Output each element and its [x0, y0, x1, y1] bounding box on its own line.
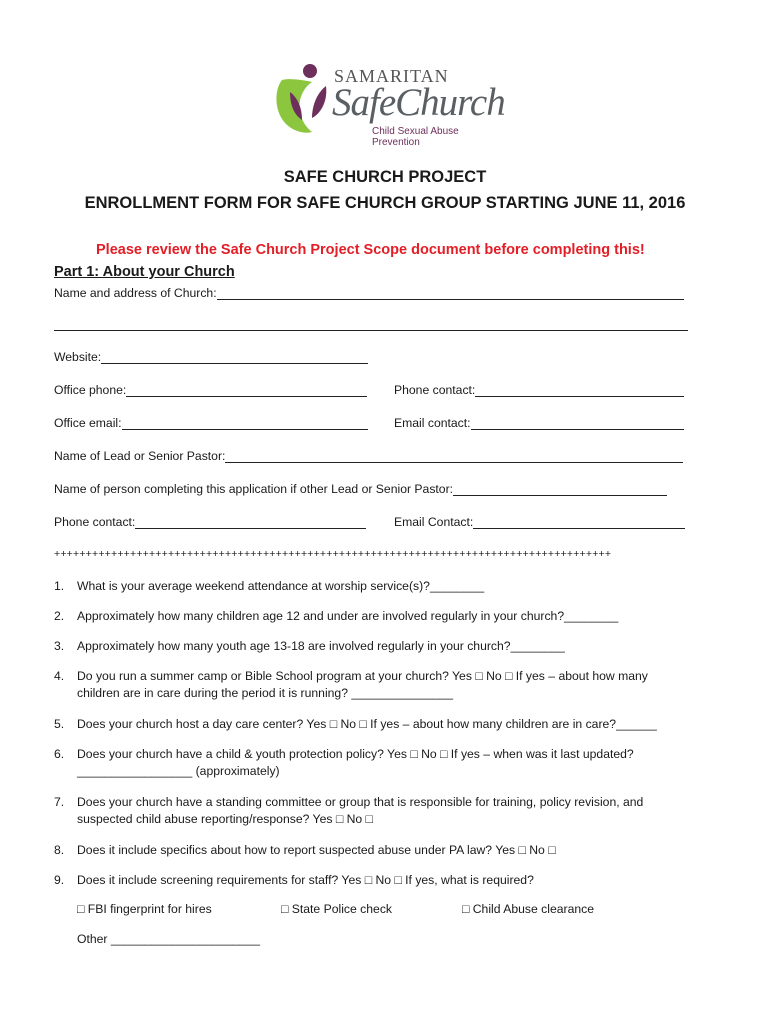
question-1-number: 1. [54, 579, 65, 593]
question-9-number: 9. [54, 873, 65, 887]
child-abuse-clearance-checkbox[interactable]: □ Child Abuse clearance [462, 902, 595, 916]
office-email-input[interactable] [122, 418, 368, 430]
logo-samaritan-text: SAMARITAN [334, 66, 449, 86]
email-contact2-label: Email Contact: [394, 515, 474, 529]
church-address-line2-input[interactable] [54, 330, 688, 331]
office-phone-label: Office phone: [54, 383, 127, 397]
question-7-text-line2: suspected child abuse reporting/response? Yes □ No □ [77, 812, 373, 826]
question-4-text-line1: Do you run a summer camp or Bible School program at your church? Yes □ No □ If yes – about how many [77, 669, 648, 683]
fbi-fingerprint-checkbox[interactable]: □ FBI fingerprint for hires [77, 902, 212, 916]
email-contact-field [394, 416, 684, 430]
phone-contact-label: Phone contact: [394, 383, 476, 397]
question-7-number: 7. [54, 795, 65, 809]
document-subtitle: ENROLLMENT FORM FOR SAFE CHURCH GROUP STARTING JUNE 11, 2016 [84, 194, 686, 212]
question-3-text: Approximately how many youth age 13-18 are involved regularly in your church?________ [77, 639, 565, 653]
question-1-text: What is your average weekend attendance at worship service(s)?________ [77, 579, 485, 593]
question-9-text: Does it include screening requirements for staff? Yes □ No □ If yes, what is required? [77, 873, 534, 887]
other-person-input[interactable] [453, 484, 667, 496]
question-6-number: 6. [54, 747, 65, 761]
pastor-input[interactable] [225, 451, 683, 463]
church-name-address-input[interactable] [217, 288, 684, 300]
logo-tagline: Child Sexual Abuse Prevention [372, 126, 459, 148]
question-8-text: Does it include specifics about how to report suspected abuse under PA law? Yes □ No □ [77, 843, 556, 857]
pastor-label: Name of Lead or Senior Pastor: [54, 449, 226, 463]
section-divider: ++++++++++++++++++++++++++++++++++++++++++++++++++++++++++++++++++++++++++++++++++++++++ [54, 548, 612, 560]
office-email-field [54, 416, 368, 430]
review-notice: Please review the Safe Church Project Scope document before completing this! [96, 242, 645, 258]
other-requirement-field[interactable]: Other ______________________ [77, 932, 260, 946]
office-phone-input[interactable] [126, 385, 367, 397]
question-2-text: Approximately how many children age 12 and under are involved regularly in your church?________ [77, 609, 619, 623]
document-title: SAFE CHURCH PROJECT [283, 168, 487, 186]
phone-contact2-label: Phone contact: [54, 515, 136, 529]
other-person-label: Name of person completing this application if other Lead or Senior Pastor: [54, 482, 454, 496]
question-5-number: 5. [54, 717, 65, 731]
email-contact2-input[interactable] [473, 517, 685, 529]
pastor-field [54, 449, 683, 463]
question-6-text-line1: Does your church have a child & youth protection policy? Yes □ No □ If yes – when was it last updated? [77, 747, 634, 761]
website-input[interactable] [101, 352, 368, 364]
question-4-number: 4. [54, 669, 65, 683]
church-name-address-label: Name and address of Church: [54, 286, 217, 300]
question-3-number: 3. [54, 639, 65, 653]
phone-contact-field [394, 383, 684, 397]
email-contact2-field [394, 515, 685, 529]
website-label: Website: [54, 350, 102, 364]
logo-figure-icon [272, 62, 334, 140]
samaritan-safechurch-logo [272, 62, 505, 148]
question-4-text-line2: children are in care during the period it is running? _______________ [77, 686, 454, 700]
phone-contact2-field [54, 515, 366, 529]
phone-contact-input[interactable] [475, 385, 684, 397]
office-phone-field [54, 383, 367, 397]
question-7-text-line1: Does your church have a standing committee or group that is responsible for training, policy revision, and [77, 795, 644, 809]
email-contact-label: Email contact: [394, 416, 471, 430]
office-email-label: Office email: [54, 416, 122, 430]
question-6-text-line2: _________________ (approximately) [77, 764, 280, 778]
part1-heading: Part 1: About your Church [54, 264, 235, 280]
phone-contact2-input[interactable] [135, 517, 366, 529]
state-police-checkbox[interactable]: □ State Police check [281, 902, 393, 916]
question-8-number: 8. [54, 843, 65, 857]
church-name-address-field [54, 286, 684, 300]
logo-safechurch-text: SafeChurch [332, 81, 505, 124]
email-contact-input[interactable] [471, 418, 684, 430]
question-2-number: 2. [54, 609, 65, 623]
question-5-text: Does your church host a day care center? Yes □ No □ If yes – about how many children are in care?______ [77, 717, 657, 731]
other-person-field [54, 482, 667, 496]
website-field [54, 350, 368, 364]
